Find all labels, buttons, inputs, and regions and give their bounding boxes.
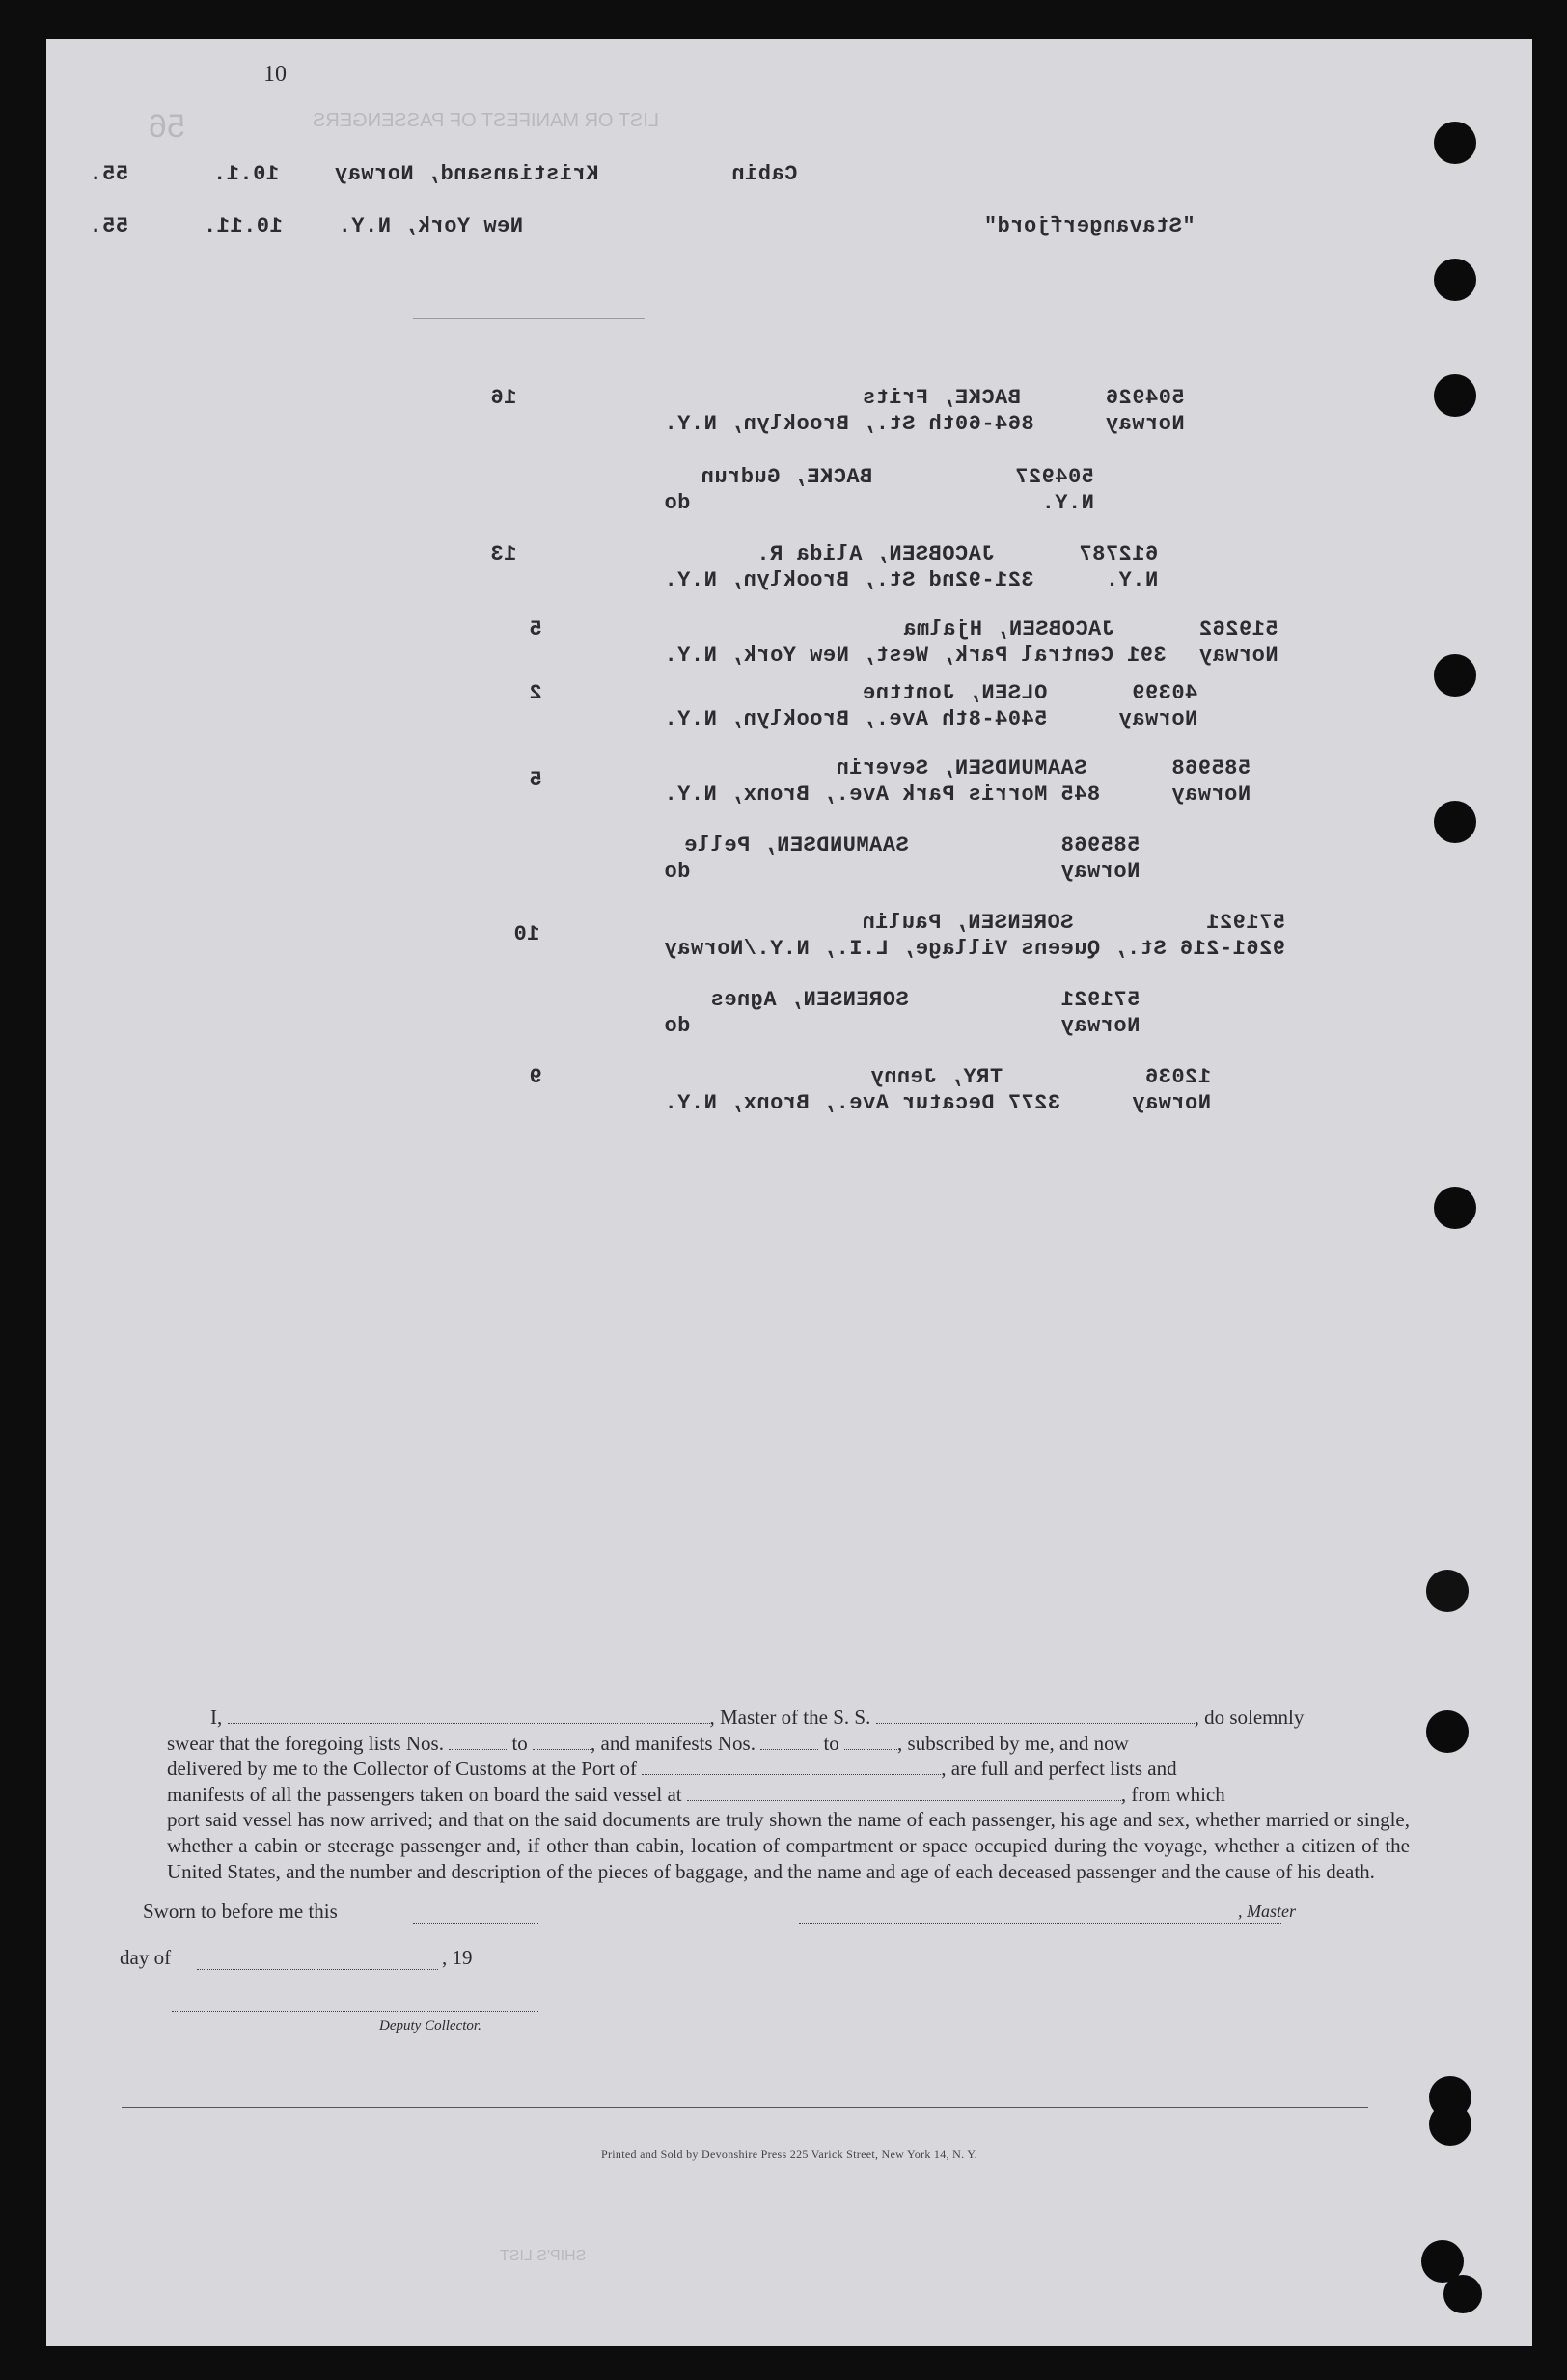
- passenger-col: 5: [529, 768, 542, 792]
- passenger-number: 585968: [1060, 834, 1141, 858]
- punch-hole: [1434, 374, 1476, 417]
- passenger-number: 12036: [1144, 1065, 1211, 1089]
- passenger-number: 504926: [1105, 386, 1185, 410]
- master-signature-field[interactable]: [799, 1923, 1281, 1924]
- manifest-page: [46, 39, 1532, 2346]
- oath-line-2: swear that the foregoing lists Nos. to , and manifests Nos. to , subscribed by me, and now: [167, 1731, 1129, 1755]
- passenger-entry: [664, 911, 1285, 961]
- vessel-field[interactable]: [876, 1723, 1195, 1724]
- passenger-country: Norway: [1170, 782, 1251, 807]
- passenger-name: JACOBSEN, Hjalma: [902, 617, 1114, 642]
- punch-hole: [1434, 801, 1476, 843]
- passenger-number: 612787: [1078, 542, 1159, 566]
- passenger-number: 40399: [1131, 681, 1198, 705]
- punch-hole: [1434, 654, 1476, 697]
- header-year: 55.: [89, 162, 129, 186]
- bottom-rule: [122, 2107, 1368, 2108]
- passenger-country: Norway: [1118, 707, 1198, 731]
- passenger-address: 864-60th St., Brooklyn, N.Y.: [664, 412, 1034, 436]
- passenger-number: 585968: [1170, 756, 1251, 780]
- port-field[interactable]: [642, 1774, 941, 1775]
- oath-rest: port said vessel has now arrived; and that on the said documents are truly shown the name of each passenger, his age and sex, whether married or single, whether a cabin or steerage passenger and, if other than cabin, location of compartment or space occupied during the voyage, whether a citizen of the United States, and the number and description of the pieces of baggage, and the name and age of each deceased passenger and the cause of his death.: [167, 1808, 1410, 1883]
- passenger-address: do: [664, 860, 691, 884]
- passenger-number: 504927: [1014, 465, 1094, 489]
- punch-hole: [1434, 1187, 1476, 1229]
- passenger-name: JACOBSEN, Alida R.: [756, 542, 995, 566]
- passenger-entry: [664, 756, 1251, 807]
- passenger-name: SAAMUNDSEN, Severin: [836, 756, 1087, 780]
- oath-paragraph: [167, 1705, 1410, 1884]
- passenger-entry: [664, 834, 1140, 884]
- passenger-country: Norway: [1105, 412, 1185, 436]
- passenger-entry: [664, 465, 1094, 515]
- passenger-entry: [664, 681, 1197, 731]
- deputy-signature-field[interactable]: [172, 2011, 538, 2012]
- header-vessel: "Stavangerfjord": [983, 214, 1196, 238]
- master-name-field[interactable]: [228, 1723, 710, 1724]
- punch-hole: [1426, 1710, 1469, 1753]
- faint-rule: [413, 318, 645, 319]
- day-of-label: day of: [120, 1946, 172, 1969]
- page-number: 10: [263, 62, 287, 87]
- passenger-name: BACKE, Frits: [862, 386, 1021, 410]
- printer-imprint: Printed and Sold by Devonshire Press 225 Varick Street, New York 14, N. Y.: [601, 2147, 977, 2161]
- header-port-2: New York, N.Y.: [338, 214, 523, 238]
- oath-line-1: I, , Master of the S. S. , do solemnly: [210, 1706, 1305, 1729]
- passenger-name: OLSEN, Jonttne: [862, 681, 1048, 705]
- year-prefix: , 19: [442, 1946, 473, 1969]
- passenger-entry: [664, 1065, 1211, 1115]
- master-label: , Master: [1238, 1901, 1296, 1921]
- header-row-1: [89, 162, 797, 186]
- lists-from-field[interactable]: [449, 1749, 507, 1750]
- faint-header: LIST OR MANIFEST OF PASSENGERS: [313, 110, 659, 131]
- passenger-country: Norway: [1060, 860, 1141, 884]
- passenger-name: SAAMUNDSEN, Pelle: [683, 834, 909, 858]
- passenger-col: 10: [513, 922, 540, 946]
- manifests-to-field[interactable]: [844, 1749, 897, 1750]
- header-class: Cabin: [730, 162, 798, 186]
- passenger-address: 845 Morris Park Ave., Bronx, N.Y.: [664, 782, 1101, 807]
- oath-line-4: manifests of all the passengers taken on board the said vessel at , from which: [167, 1782, 1225, 1806]
- faint-footer: SHIP'S LIST: [500, 2248, 587, 2264]
- passenger-number: 571921: [1205, 911, 1286, 935]
- punch-hole: [1429, 2103, 1471, 2146]
- passenger-number: 571921: [1060, 988, 1141, 1012]
- passenger-col: 9: [529, 1065, 542, 1089]
- passenger-address: 5404-8th Ave., Brooklyn, N.Y.: [664, 707, 1048, 731]
- passenger-name: TRY, Jenny: [870, 1065, 1003, 1089]
- passenger-name: SORENSEN, Agnes: [710, 988, 909, 1012]
- passenger-country: Norway: [1131, 1091, 1211, 1115]
- header-date-2: 10.11.: [203, 214, 283, 238]
- punch-hole: [1434, 259, 1476, 301]
- passenger-name: BACKE, Gudrun: [701, 465, 873, 489]
- sworn-date-field[interactable]: [413, 1923, 538, 1924]
- header-port: Kristiansand, Norway: [334, 162, 599, 186]
- passenger-entry: [664, 988, 1140, 1038]
- passenger-address: do: [664, 491, 691, 515]
- departure-port-field[interactable]: [687, 1800, 1121, 1801]
- header-year-2: 55.: [89, 214, 129, 238]
- sworn-label: Sworn to before me this: [143, 1900, 338, 1923]
- passenger-address: 9261-216 St., Queens Village, L.I., N.Y./Norway: [664, 937, 1286, 961]
- passenger-country: N.Y.: [1105, 568, 1159, 592]
- passenger-entry: [664, 617, 1278, 668]
- passenger-country: Norway: [1198, 643, 1278, 668]
- passenger-address: 3277 Decatur Ave., Bronx, N.Y.: [664, 1091, 1061, 1115]
- lists-to-field[interactable]: [533, 1749, 591, 1750]
- passenger-address: 391 Central Park, West, New York, N.Y.: [664, 643, 1167, 668]
- passenger-col: 2: [529, 681, 542, 705]
- passenger-number: 519262: [1198, 617, 1278, 642]
- passenger-entry: [664, 542, 1158, 592]
- passenger-country: Norway: [1060, 1014, 1141, 1038]
- punch-hole: [1426, 1570, 1469, 1612]
- deputy-label: Deputy Collector.: [379, 2018, 481, 2034]
- passenger-col: 5: [529, 617, 542, 642]
- oath-line-3: delivered by me to the Collector of Customs at the Port of , are full and perfect lists and: [167, 1757, 1177, 1781]
- faint-mark: 56: [149, 108, 185, 145]
- passenger-country: N.Y.: [1041, 491, 1094, 515]
- passenger-address: do: [664, 1014, 691, 1038]
- header-row-2: [89, 214, 1196, 238]
- passenger-entry: [664, 386, 1185, 436]
- day-field[interactable]: [197, 1969, 438, 1970]
- punch-hole: [1443, 2275, 1482, 2313]
- passenger-col: 13: [490, 542, 517, 566]
- punch-hole: [1434, 122, 1476, 164]
- header-date: 10.1.: [212, 162, 280, 186]
- passenger-name: SORENSEN, Paulin: [862, 911, 1074, 935]
- passenger-address: 321-92nd St., Brooklyn, N.Y.: [664, 568, 1034, 592]
- manifests-from-field[interactable]: [760, 1749, 818, 1750]
- passenger-col: 16: [490, 386, 517, 410]
